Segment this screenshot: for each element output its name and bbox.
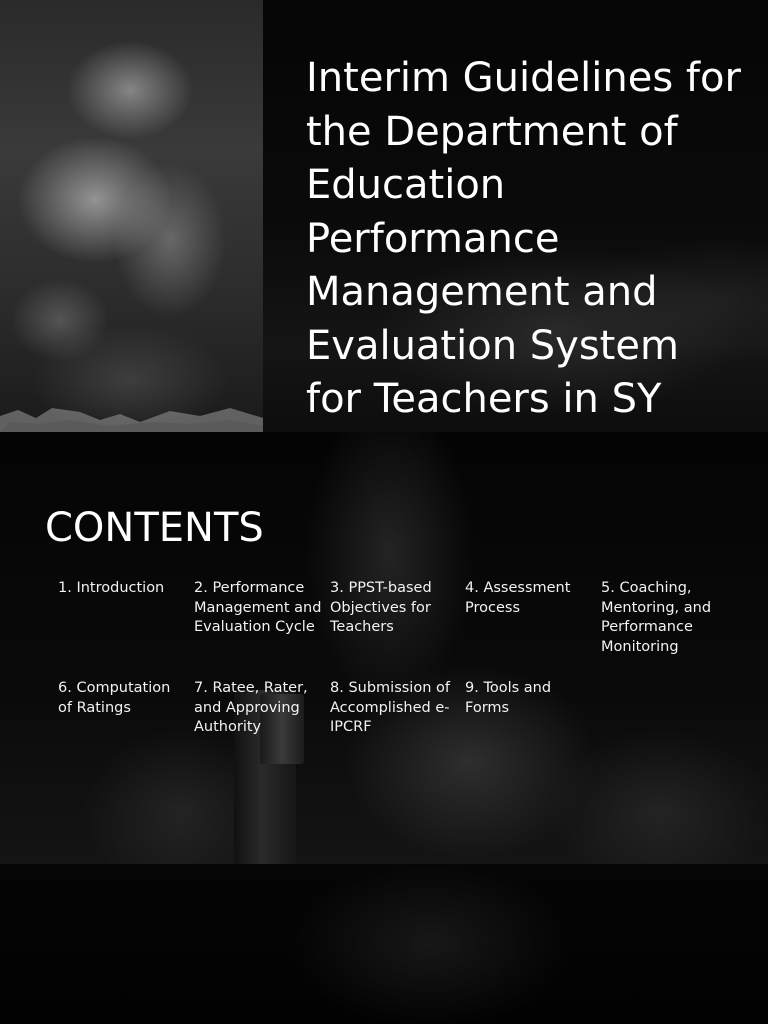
toc-item-introduction[interactable]: 1. Introduction	[58, 580, 165, 596]
toc-item-ppst-objectives[interactable]: 3. PPST-based Objectives for Teachers	[330, 580, 432, 635]
toc-item-tools-and-forms[interactable]: 9. Tools and Forms	[465, 680, 552, 716]
contents-section	[0, 432, 768, 864]
toc-item-performance-cycle[interactable]: 2. Performance Management and Evaluation Cycle	[194, 580, 322, 635]
toc-item-submission-eipcrf[interactable]: 8. Submission of Accomplished e-IPCRF	[330, 680, 450, 735]
document-title: Interim Guidelines for the Department of Education Performance Management and Evaluation System for Teachers in SY	[306, 55, 741, 422]
toc-item-coaching-mentoring[interactable]: 5. Coaching, Mentoring, and Performance Monitoring	[601, 580, 712, 655]
table-of-contents	[58, 579, 738, 738]
toc-item-assessment-process[interactable]: 4. Assessment Process	[465, 580, 571, 616]
contents-heading: CONTENTS	[45, 505, 264, 551]
toc-item-ratee-rater-authority[interactable]: 7. Ratee, Rater, and Approving Authority	[194, 680, 308, 735]
rocks-graphic	[0, 402, 263, 432]
footer-band	[0, 864, 768, 1024]
toc-item-computation-of-ratings[interactable]: 6. Computation of Ratings	[58, 680, 171, 716]
title-section	[0, 0, 768, 432]
smoke-photo	[0, 0, 263, 432]
